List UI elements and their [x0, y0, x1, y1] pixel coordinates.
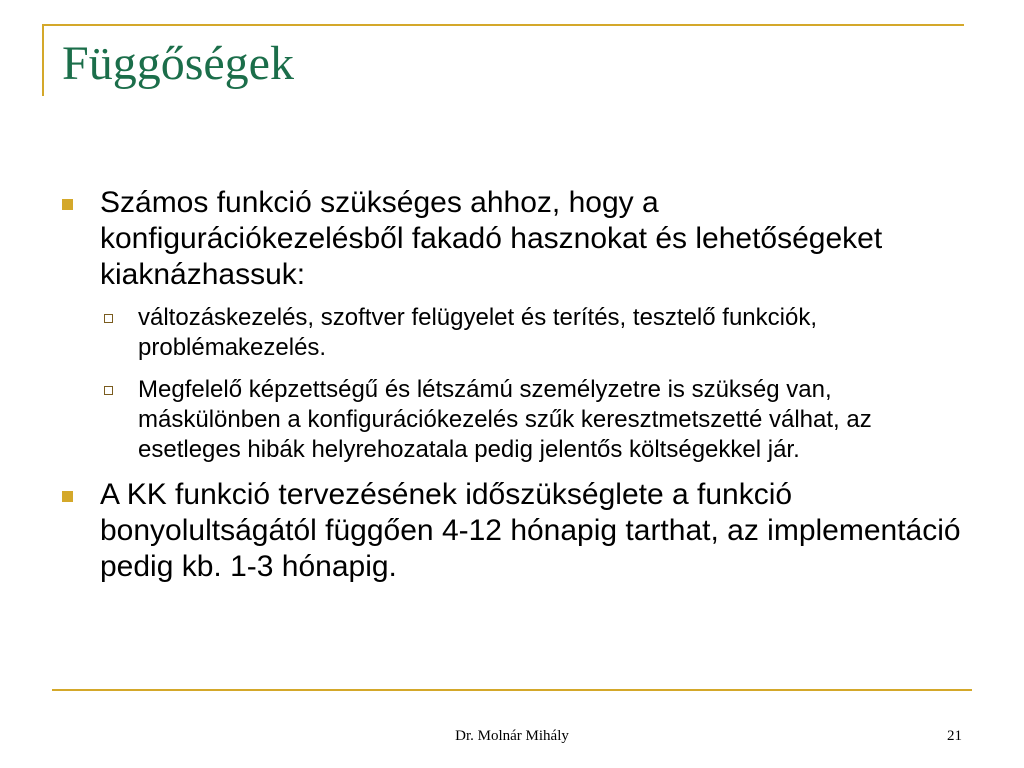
sub-bullet-text: változáskezelés, szoftver felügyelet és terítés, tesztelő funkciók, problémakezelés.: [138, 304, 817, 361]
top-frame-line: [42, 24, 964, 26]
sub-bullet-item-1: [58, 303, 968, 363]
slide-title: Függőségek: [62, 37, 294, 90]
bullet-item-1: [58, 185, 968, 293]
bullet-text: A KK funkció tervezésének időszükséglete a funkció bonyolultságától függően 4-12 hónapig tarthat, az implementáció pedig kb. 1-3 hónapig.: [100, 478, 961, 583]
bullet-text: Számos funkció szükséges ahhoz, hogy a konfigurációkezelésből fakadó hasznokat és lehetőségeket kiaknázhassuk:: [100, 186, 883, 291]
hollow-square-bullet-icon: [104, 314, 113, 323]
slide-content: [58, 185, 968, 589]
footer-divider: [52, 689, 972, 691]
hollow-square-bullet-icon: [104, 386, 113, 395]
sub-bullet-item-2: [58, 375, 968, 465]
bullet-item-2: [58, 477, 968, 585]
page-number: 21: [947, 728, 962, 744]
square-bullet-icon: [62, 491, 73, 502]
left-frame-line: [42, 24, 44, 96]
footer-author: Dr. Molnár Mihály: [455, 728, 569, 744]
square-bullet-icon: [62, 199, 73, 210]
sub-bullet-text: Megfelelő képzettségű és létszámú személyzetre is szükség van, máskülönben a konfigurációkezelés szűk keresztmetszetté válhat, az esetleges hibák helyrehozatala pedig jelentős költségekkel jár.: [138, 376, 872, 463]
